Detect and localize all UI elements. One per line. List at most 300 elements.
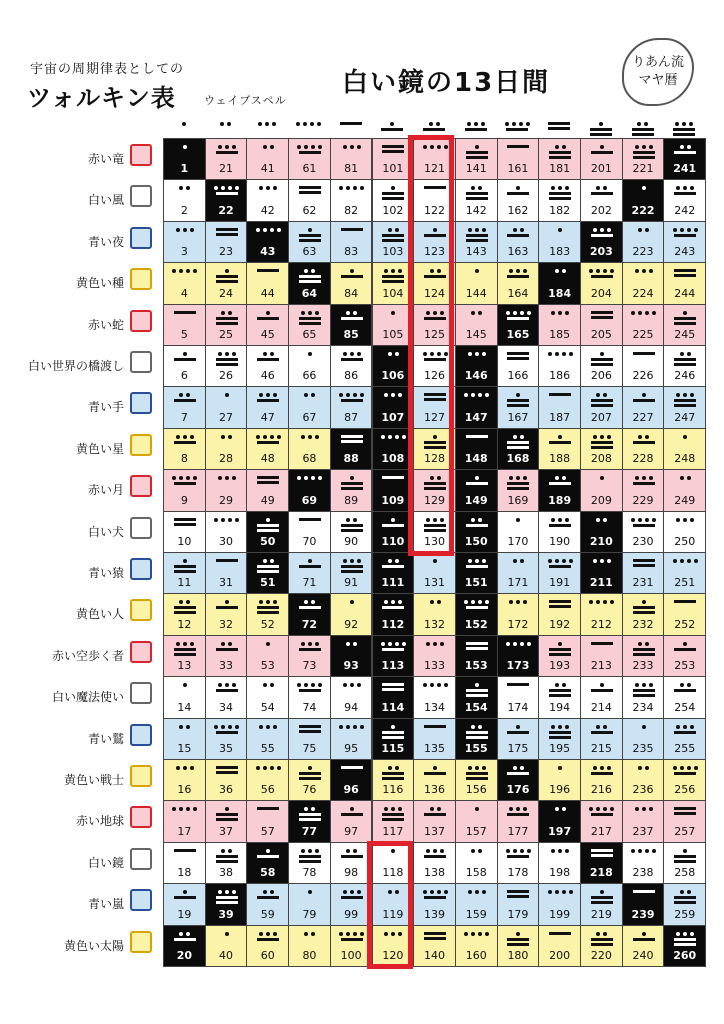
tone-dot — [266, 725, 270, 729]
tone-bar — [633, 648, 655, 651]
tone-bar — [507, 813, 529, 816]
kin-cell — [330, 593, 373, 635]
kin-cell — [205, 511, 248, 553]
yellow-sun-icon — [130, 931, 152, 953]
tone-dot — [482, 890, 486, 894]
tone-bar — [299, 239, 321, 242]
tone-dot — [218, 890, 222, 894]
kin-number: 77 — [301, 824, 318, 838]
tone-dot — [183, 435, 187, 439]
brand-badge — [622, 38, 694, 106]
tone-dot — [478, 600, 482, 604]
kin-cell — [163, 221, 206, 263]
tone-dot — [471, 518, 475, 522]
kin-cell — [163, 635, 206, 677]
tone-dot — [225, 890, 229, 894]
tone-dot — [687, 145, 691, 149]
header-subtitle: 宇宙の周期律表としての — [30, 62, 185, 77]
tone-dot — [513, 642, 517, 646]
tone-glyph — [539, 352, 580, 366]
tone-dot — [266, 600, 270, 604]
tone-dot — [225, 476, 229, 480]
kin-number: 133 — [424, 659, 446, 673]
tone-glyph — [664, 932, 705, 946]
kin-cell — [538, 718, 581, 760]
tone-dot — [690, 393, 694, 397]
kin-number: 162 — [507, 203, 529, 217]
tone-glyph — [539, 807, 580, 821]
tone-dot — [186, 807, 190, 811]
tone-dot — [270, 145, 274, 149]
tone-glyph — [623, 766, 664, 780]
tone-dot — [225, 393, 229, 397]
tone-dot — [523, 807, 527, 811]
kin-number: 255 — [674, 741, 696, 755]
kin-number: 229 — [632, 493, 654, 507]
tone-dot — [430, 890, 434, 894]
tone-dot — [437, 890, 441, 894]
tone-glyph — [581, 725, 622, 739]
tone-bar — [216, 606, 238, 609]
kin-number: 144 — [465, 286, 487, 300]
tone-dot — [610, 807, 614, 811]
tone-glyph — [498, 393, 539, 407]
tone-glyph — [414, 559, 455, 573]
tone-dot — [520, 559, 524, 563]
tone-glyph — [164, 145, 205, 159]
kin-number: 50 — [260, 534, 276, 548]
seal-name: 白い世界の橋渡し — [27, 359, 124, 373]
tone-dot — [589, 807, 593, 811]
blue-hand-icon — [130, 392, 152, 414]
tone-bar — [549, 605, 571, 608]
tone-bar — [299, 317, 321, 320]
tone-dot — [308, 766, 312, 770]
tone-bar — [174, 482, 196, 485]
tone-dot — [475, 559, 479, 563]
seal-row-label — [0, 179, 160, 218]
tone-bar — [424, 772, 446, 775]
kin-number: 6 — [180, 369, 188, 383]
kin-cell — [246, 345, 289, 387]
tone-bar — [382, 197, 404, 200]
tone-glyph — [664, 435, 705, 449]
tone-dot — [562, 476, 566, 480]
tone-dot — [645, 766, 649, 770]
tone-dot — [437, 683, 441, 687]
tone-dot — [270, 683, 274, 687]
kin-number: 124 — [424, 286, 446, 300]
tone-dot — [318, 476, 322, 480]
kin-number: 46 — [260, 369, 275, 383]
tone-bar — [549, 648, 571, 651]
kin-cell — [663, 469, 706, 511]
kin-cell — [288, 179, 331, 221]
tone-bar — [507, 482, 529, 485]
tone-bar — [299, 275, 321, 278]
kin-number: 38 — [219, 866, 234, 880]
tone-glyph — [498, 807, 539, 821]
column-tone-header — [163, 120, 705, 136]
tone-glyph — [498, 642, 539, 656]
kin-cell — [372, 593, 415, 635]
tone-glyph — [373, 766, 414, 780]
seal-row-label — [0, 511, 160, 550]
kin-cell — [246, 718, 289, 760]
kin-cell — [163, 262, 206, 304]
tone-dot — [318, 683, 322, 687]
tone-bar — [674, 269, 696, 272]
tone-dot — [179, 725, 183, 729]
tone-dot — [353, 932, 357, 936]
tone-bar — [591, 275, 613, 278]
tone-bar — [507, 317, 529, 320]
tone-dot — [395, 766, 399, 770]
tone-bar — [174, 311, 196, 314]
tone-glyph — [247, 932, 288, 946]
tone-glyph — [289, 932, 330, 946]
kin-cell — [288, 511, 331, 553]
kin-cell — [246, 511, 289, 553]
tone-dot — [683, 849, 687, 853]
tone-dot — [235, 725, 239, 729]
tone-bar — [507, 731, 529, 734]
kin-number: 75 — [302, 741, 317, 755]
tone-bar — [466, 482, 488, 485]
kin-number: 74 — [302, 700, 317, 714]
column-tone-glyph — [163, 120, 205, 136]
tone-glyph — [289, 145, 330, 159]
tone-glyph — [581, 186, 622, 200]
kin-number: 70 — [302, 534, 317, 548]
tone-glyph — [623, 145, 664, 159]
tone-dot — [225, 807, 229, 811]
tone-bar — [674, 943, 696, 946]
tone-dot — [391, 725, 395, 729]
tone-glyph — [164, 683, 205, 697]
kin-number: 156 — [465, 783, 487, 797]
tone-dot — [520, 642, 524, 646]
kin-cell — [246, 593, 289, 635]
tone-dot — [680, 559, 684, 563]
seal-name: 白い魔法使い — [51, 690, 124, 705]
tone-bar — [674, 358, 696, 361]
tone-dot — [263, 435, 267, 439]
tone-dot — [520, 435, 524, 439]
tone-glyph — [164, 435, 205, 449]
tone-dot — [179, 269, 183, 273]
kin-cell — [538, 262, 581, 304]
tone-bar — [382, 150, 404, 153]
tone-dot — [357, 352, 361, 356]
kin-number: 121 — [424, 162, 446, 176]
kin-cell — [663, 386, 706, 428]
tone-glyph — [581, 890, 622, 904]
tone-dot — [398, 600, 402, 604]
column-tone-glyph — [413, 120, 455, 136]
tone-dot — [676, 186, 680, 190]
kin-cell — [455, 345, 498, 387]
tone-glyph — [623, 807, 664, 821]
tone-dot — [273, 932, 277, 936]
tone-dot — [186, 932, 190, 936]
kin-cell — [538, 676, 581, 718]
kin-cell — [580, 138, 623, 180]
kin-number: 230 — [632, 534, 654, 548]
seal-row-label — [0, 718, 160, 757]
kin-cell — [497, 635, 540, 677]
yellow-star-icon — [130, 434, 152, 456]
tone-bar — [591, 316, 613, 319]
tone-bar — [549, 197, 571, 200]
kin-cell — [622, 221, 665, 263]
tone-dot — [475, 269, 479, 273]
tone-glyph — [414, 849, 455, 863]
tone-dot — [402, 642, 406, 646]
tone-dot — [350, 145, 354, 149]
kin-cell — [497, 842, 540, 884]
kin-cell — [538, 179, 581, 221]
tone-dot — [520, 311, 524, 315]
tone-dot — [270, 228, 274, 232]
tone-bar — [257, 476, 279, 479]
kin-number: 158 — [465, 866, 487, 880]
tone-glyph — [623, 352, 664, 366]
kin-cell — [455, 262, 498, 304]
tone-dot — [475, 476, 479, 480]
tone-bar — [591, 446, 613, 449]
tone-dot — [343, 352, 347, 356]
tone-bar — [216, 731, 238, 734]
tone-glyph — [247, 890, 288, 904]
kin-cell — [663, 511, 706, 553]
tone-glyph — [331, 435, 372, 449]
tone-dot — [263, 228, 267, 232]
kin-cell — [497, 428, 540, 470]
tone-bar — [382, 192, 404, 195]
tone-dot — [603, 932, 607, 936]
tone-dot — [214, 725, 218, 729]
tone-glyph — [164, 890, 205, 904]
kin-cell — [163, 718, 206, 760]
seal-row-label — [0, 386, 160, 425]
white-worldbridger-icon — [130, 351, 152, 373]
kin-cell — [330, 718, 373, 760]
kin-cell — [497, 718, 540, 760]
tone-dot — [221, 725, 225, 729]
tone-glyph — [581, 145, 622, 159]
tone-glyph — [206, 683, 247, 697]
kin-number: 129 — [424, 493, 446, 507]
tone-dot — [266, 849, 270, 853]
tone-dot — [388, 228, 392, 232]
kin-cell — [330, 552, 373, 594]
tone-bar — [507, 895, 529, 898]
tone-bar — [382, 772, 404, 775]
tone-dot — [638, 766, 642, 770]
tone-glyph — [539, 932, 580, 946]
tone-dot — [218, 476, 222, 480]
tone-dot — [220, 122, 224, 126]
tone-dot — [596, 269, 600, 273]
kin-cell — [246, 179, 289, 221]
tone-glyph — [581, 435, 622, 449]
tone-dot — [310, 122, 314, 126]
tone-glyph — [456, 890, 497, 904]
tone-dot — [694, 559, 698, 563]
tone-dot — [176, 228, 180, 232]
kin-cell — [288, 221, 331, 263]
tone-dot — [600, 435, 604, 439]
tone-bar — [216, 559, 238, 562]
kin-cell — [455, 925, 498, 967]
tone-dot — [558, 186, 562, 190]
tone-bar — [466, 151, 488, 154]
tone-dot — [485, 600, 489, 604]
tone-dot — [555, 352, 559, 356]
kin-cell — [163, 138, 206, 180]
tone-dot — [183, 228, 187, 232]
tone-bar — [507, 192, 529, 195]
tone-dot — [176, 435, 180, 439]
tone-bar — [216, 648, 238, 651]
kin-number: 87 — [344, 410, 359, 424]
kin-number: 179 — [507, 907, 529, 921]
tone-glyph — [247, 269, 288, 283]
kin-cell — [580, 552, 623, 594]
tone-glyph — [539, 228, 580, 242]
tone-dot — [482, 766, 486, 770]
tone-glyph — [164, 228, 205, 242]
kin-number: 233 — [632, 659, 654, 673]
tone-glyph — [539, 849, 580, 863]
kin-number: 169 — [507, 493, 529, 507]
tone-dot — [555, 683, 559, 687]
tone-glyph — [664, 228, 705, 242]
tone-dot — [270, 352, 274, 356]
tone-dot — [228, 642, 232, 646]
tone-dot — [179, 476, 183, 480]
tone-bar — [674, 234, 696, 237]
tone-dot — [551, 186, 555, 190]
tone-bar — [674, 896, 696, 899]
tone-bar — [382, 648, 404, 651]
tone-dot — [555, 890, 559, 894]
tone-dot — [527, 642, 531, 646]
kin-number: 59 — [260, 907, 275, 921]
seal-name: 黄色い星 — [75, 441, 124, 456]
kin-number: 111 — [381, 576, 405, 590]
kin-cell — [163, 676, 206, 718]
kin-cell — [205, 138, 248, 180]
tone-bar — [633, 156, 655, 159]
kin-number: 117 — [382, 824, 404, 838]
kin-number: 113 — [381, 659, 405, 673]
tone-dot — [516, 393, 520, 397]
kin-number: 138 — [424, 866, 446, 880]
kin-number: 2 — [180, 203, 188, 217]
tone-dot — [687, 766, 691, 770]
tone-bar — [341, 813, 363, 816]
tone-dot — [690, 725, 694, 729]
kin-number: 228 — [632, 452, 654, 466]
tone-dot — [190, 228, 194, 232]
kin-cell — [538, 511, 581, 553]
tone-glyph — [289, 476, 330, 490]
tone-bar — [216, 813, 238, 816]
tone-bar — [591, 192, 613, 195]
tone-dot — [391, 269, 395, 273]
tone-bar — [174, 518, 196, 521]
kin-cell — [497, 221, 540, 263]
kin-cell — [622, 718, 665, 760]
tone-dot — [505, 122, 509, 126]
tone-bar — [299, 606, 321, 609]
tone-dot — [350, 269, 354, 273]
tone-bar — [674, 399, 696, 402]
tone-dot — [645, 311, 649, 315]
tone-dot — [395, 559, 399, 563]
tone-dot — [402, 435, 406, 439]
tone-dot — [221, 849, 225, 853]
kin-number: 61 — [302, 162, 317, 176]
tone-dot — [642, 476, 646, 480]
kin-cell — [580, 718, 623, 760]
tone-bar — [257, 855, 279, 858]
tone-glyph — [664, 311, 705, 325]
tone-dot — [516, 807, 520, 811]
tone-dot — [315, 642, 319, 646]
tone-dot — [384, 600, 388, 604]
tone-bar — [174, 606, 196, 609]
tone-dot — [520, 849, 524, 853]
tone-dot — [673, 228, 677, 232]
tone-glyph — [539, 559, 580, 573]
tone-dot — [680, 352, 684, 356]
tone-glyph — [581, 311, 622, 325]
kin-number: 36 — [219, 783, 234, 797]
seal-name: 白い鏡 — [87, 855, 124, 870]
kin-cell — [580, 386, 623, 428]
kin-number: 31 — [219, 576, 234, 590]
tone-bar — [299, 855, 321, 858]
tone-bar — [549, 932, 571, 935]
tone-dot — [637, 122, 641, 126]
tone-bar — [591, 901, 613, 904]
kin-number: 130 — [424, 534, 446, 548]
kin-cell — [580, 759, 623, 801]
kin-cell — [205, 883, 248, 925]
kin-number: 106 — [381, 369, 405, 383]
tone-dot — [360, 932, 364, 936]
tone-glyph — [623, 435, 664, 449]
kin-cell — [455, 304, 498, 346]
tone-bar — [299, 860, 321, 863]
tone-dot — [308, 228, 312, 232]
kin-number: 24 — [219, 286, 234, 300]
tone-bar — [466, 777, 488, 780]
tone-dot — [311, 393, 315, 397]
kin-cell — [330, 138, 373, 180]
tone-bar — [341, 524, 363, 527]
kin-number: 16 — [177, 783, 192, 797]
tone-bar — [216, 896, 238, 899]
kin-cell — [538, 552, 581, 594]
kin-number: 200 — [549, 948, 571, 962]
kin-cell — [330, 676, 373, 718]
kin-number: 201 — [590, 162, 612, 176]
tone-dot — [475, 228, 479, 232]
